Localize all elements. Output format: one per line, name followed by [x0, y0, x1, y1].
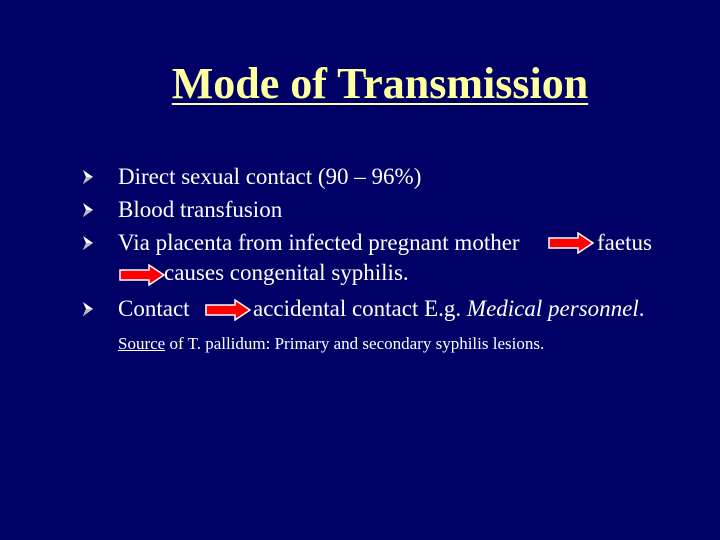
bullet-text: causes congenital syphilis. [164, 260, 409, 285]
source-text: of T. pallidum: Primary and secondary syphilis lesions. [165, 334, 545, 353]
arrowhead-bullet-icon [82, 169, 94, 185]
bullet-text: Via placenta from infected pregnant mother [118, 230, 520, 255]
bullet-plain-text: accidental contact E.g. [253, 296, 462, 321]
arrowhead-bullet-icon [82, 235, 94, 251]
bullet-text-continuation [253, 295, 645, 323]
bullet-text-continuation: faetus [597, 230, 652, 255]
bullet-text: Blood transfusion [118, 197, 283, 222]
bullet-item [0, 163, 720, 195]
right-arrow-icon [119, 264, 165, 286]
bullet-item [0, 229, 720, 261]
bullet-text: Direct sexual contact (90 – 96%) [118, 164, 422, 189]
italic-text: Medical personnel [466, 296, 639, 321]
source-label: Source [118, 334, 166, 353]
right-arrow-icon [548, 232, 594, 254]
source-note [118, 332, 544, 356]
right-arrow-icon [205, 299, 251, 321]
arrowhead-bullet-icon [82, 301, 94, 317]
bullet-continuation [0, 259, 720, 291]
arrowhead-bullet-icon [82, 202, 94, 218]
bullet-text: Contact [118, 296, 190, 321]
bullet-item [0, 196, 720, 228]
bullet-item [0, 295, 720, 327]
period: . [638, 296, 645, 321]
slide-title: Mode of Transmission [171, 59, 589, 108]
